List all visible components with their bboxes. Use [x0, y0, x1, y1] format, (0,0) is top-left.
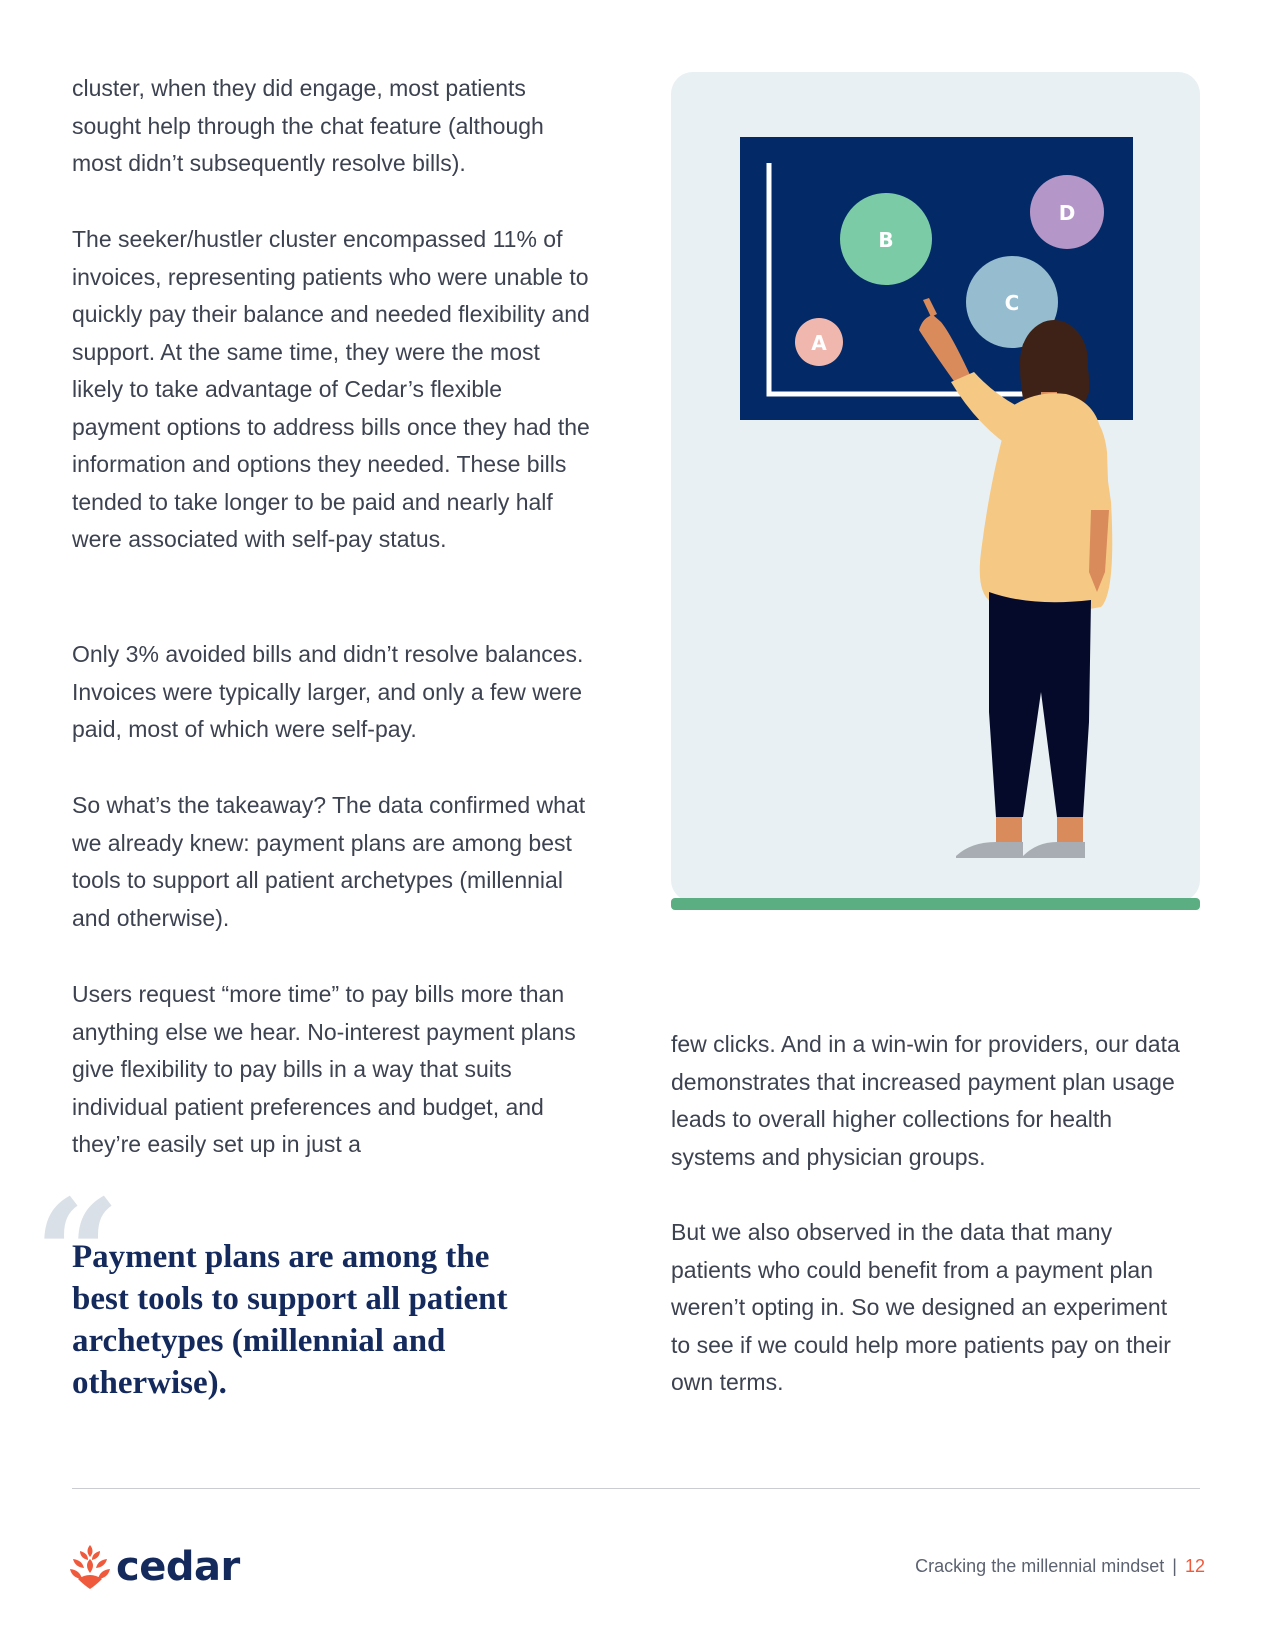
bubble-b: [840, 193, 932, 285]
bubble-label-c: C: [1004, 291, 1020, 315]
bubble-d: [1030, 175, 1104, 249]
bubble-label-b: B: [878, 228, 894, 252]
chart-illustration: [671, 72, 1200, 910]
body-paragraph-7: But we also observed in the data that many patients who could benefit from a payment plan weren’t opting in. So we designed an experiment to see if we could help more patients pay on their own terms.: [671, 1219, 1171, 1395]
footer-divider: [72, 1488, 1200, 1489]
bubble-label-d: D: [1058, 201, 1076, 225]
bubble-a: [795, 318, 843, 366]
page-number: 12: [1184, 1556, 1205, 1576]
body-paragraph-2: The seeker/hustler cluster encompassed 11% of invoices, representing patients who were unable to quickly pay their balance and needed flexibility and support. At the same time, they were the most likely to take advantage of Cedar’s flexible payment options to address bills once they had the information and options they needed. These bills tended to take longer to be paid and nearly half were associated with self-pay status.: [72, 226, 590, 552]
quote-mark-icon: “: [34, 1167, 121, 1343]
illustration-floor: [671, 898, 1200, 910]
document-title: Cracking the millennial mindset: [915, 1556, 1165, 1576]
cedar-logo: [70, 1543, 240, 1591]
body-paragraph-1: cluster, when they did engage, most patients sought help through the chat feature (although most didn’t subsequently resolve bills).: [72, 75, 544, 176]
footer-meta: [915, 1556, 1205, 1577]
footer-separator: |: [1172, 1556, 1177, 1576]
pull-quote: Payment plans are among the best tools to support all patient archetypes (millennial and otherwise).: [72, 1239, 508, 1401]
body-paragraph-6: few clicks. And in a win-win for providers, our data demonstrates that increased payment plan usage leads to overall higher collections for health systems and physician groups.: [671, 1031, 1180, 1170]
body-paragraph-4: So what’s the takeaway? The data confirmed what we already knew: payment plans are among best tools to support all patient archetypes (millennial and otherwise).: [72, 792, 586, 931]
brand-name: cedar: [116, 1544, 240, 1590]
pinecone-icon: [70, 1545, 110, 1589]
body-paragraph-5: Users request “more time” to pay bills more than anything else we hear. No-interest payment plans give flexibility to pay bills in a way that suits individual patient preferences and budget, and they’re easily set up in just a: [72, 981, 576, 1157]
body-paragraph-3: Only 3% avoided bills and didn’t resolve balances. Invoices were typically larger, and only a few were paid, most of which were self-pay.: [72, 641, 584, 742]
bubble-label-a: A: [811, 331, 827, 355]
